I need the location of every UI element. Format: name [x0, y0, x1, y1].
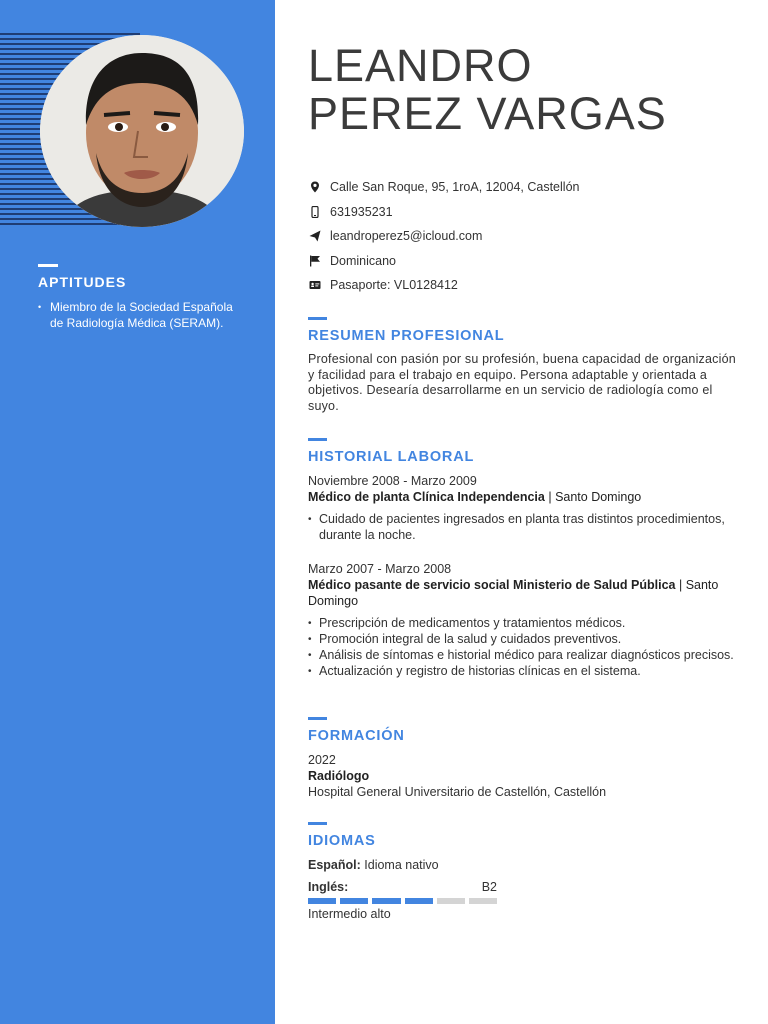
job-date: Noviembre 2008 - Marzo 2009 [308, 474, 477, 488]
job-bullets [308, 616, 738, 679]
job-bullet: • Prescripción de medicamentos y tratamientos médicos. [308, 616, 738, 632]
english-level: B2 [481, 880, 497, 894]
summary-title: RESUMEN PROFESIONAL [308, 328, 505, 344]
education-section [308, 717, 738, 800]
job-bullet: • Análisis de síntomas e historial médico para realizar diagnósticos precisos. [308, 648, 738, 664]
level-segment [372, 898, 400, 904]
contact-email [308, 224, 738, 249]
summary-text: Profesional con pasión por su profesión, buena capacidad de organización y facilidad para el trabajo en equipo. Persona adaptable y orientada a objetivos. Desearía desarrollarme en un servicio de radiología como el suyo. [308, 352, 736, 414]
job-item [308, 473, 738, 543]
contact-address [308, 175, 738, 200]
section-accent [308, 317, 327, 320]
english-desc: Intermedio alto [308, 907, 391, 921]
languages-section [308, 822, 738, 922]
contact-list [308, 175, 738, 298]
flag-icon [308, 254, 322, 268]
skills-list [38, 299, 248, 331]
phone-text: 631935231 [330, 204, 393, 219]
section-accent [308, 717, 327, 720]
job-bullet: • Cuidado de pacientes ingresados en planta tras distintos procedimientos, durante la noche. [308, 512, 738, 543]
skills-section [38, 264, 248, 331]
english-label: Inglés: [308, 880, 349, 894]
passport-text: Pasaporte: VL0128412 [330, 278, 458, 293]
first-name: LEANDRO [308, 40, 533, 91]
job-title: Médico pasante de servicio social Ministerio de Salud Pública [308, 578, 676, 593]
summary-section [308, 317, 738, 415]
job-bullets [308, 512, 738, 543]
contact-phone [308, 200, 738, 225]
send-icon [308, 229, 322, 243]
profile-photo [40, 35, 244, 227]
contact-nationality [308, 249, 738, 274]
section-accent [38, 264, 58, 267]
job-item [308, 561, 738, 679]
level-segment [405, 898, 433, 904]
level-segment [469, 898, 497, 904]
education-year: 2022 [308, 753, 336, 767]
language-english [308, 879, 497, 895]
work-section [308, 438, 738, 691]
level-segment [340, 898, 368, 904]
phone-icon [308, 205, 322, 219]
education-degree: Radiólogo [308, 769, 370, 783]
work-title: HISTORIAL LABORAL [308, 449, 475, 465]
english-level-bar [308, 898, 497, 904]
job-date: Marzo 2007 - Marzo 2008 [308, 562, 452, 577]
level-segment [308, 898, 336, 904]
education-school: Hospital General Universitario de Castellón, Castellón [308, 785, 607, 799]
native-value: Idioma nativo [364, 858, 439, 872]
job-role: Médico de planta Clínica Independencia | Santo Domingo [308, 490, 642, 504]
job-role: Médico pasante de servicio social Ministerio de Salud Pública | Santo Domingo [308, 578, 719, 609]
level-segment [437, 898, 465, 904]
job-title: Médico de planta Clínica Independencia [308, 490, 545, 504]
skills-title: APTITUDES [38, 274, 127, 290]
section-accent [308, 822, 327, 825]
last-name: PEREZ VARGAS [308, 88, 667, 139]
nationality-text: Dominicano [330, 253, 397, 268]
email-text: leandroperez5@icloud.com [330, 229, 483, 244]
job-location: Santo Domingo [555, 490, 642, 504]
languages-title: IDIOMAS [308, 833, 376, 849]
native-label: Español: [308, 858, 361, 872]
job-location: Santo Domingo [308, 578, 719, 609]
person-name [308, 42, 667, 138]
contact-passport [308, 273, 738, 298]
sidebar [0, 0, 275, 1024]
address-text: Calle San Roque, 95, 1roA, 12004, Castellón [330, 180, 580, 195]
education-title: FORMACIÓN [308, 728, 405, 744]
id-card-icon [308, 278, 322, 292]
language-native [308, 857, 738, 873]
job-bullet: • Promoción integral de la salud y cuidados preventivos. [308, 632, 738, 648]
job-bullet: • Actualización y registro de historias clínicas en el sistema. [308, 664, 738, 680]
section-accent [308, 438, 327, 441]
location-pin-icon [308, 180, 322, 194]
skill-item: • Miembro de la Sociedad Española de Radiología Médica (SERAM). [38, 299, 248, 331]
